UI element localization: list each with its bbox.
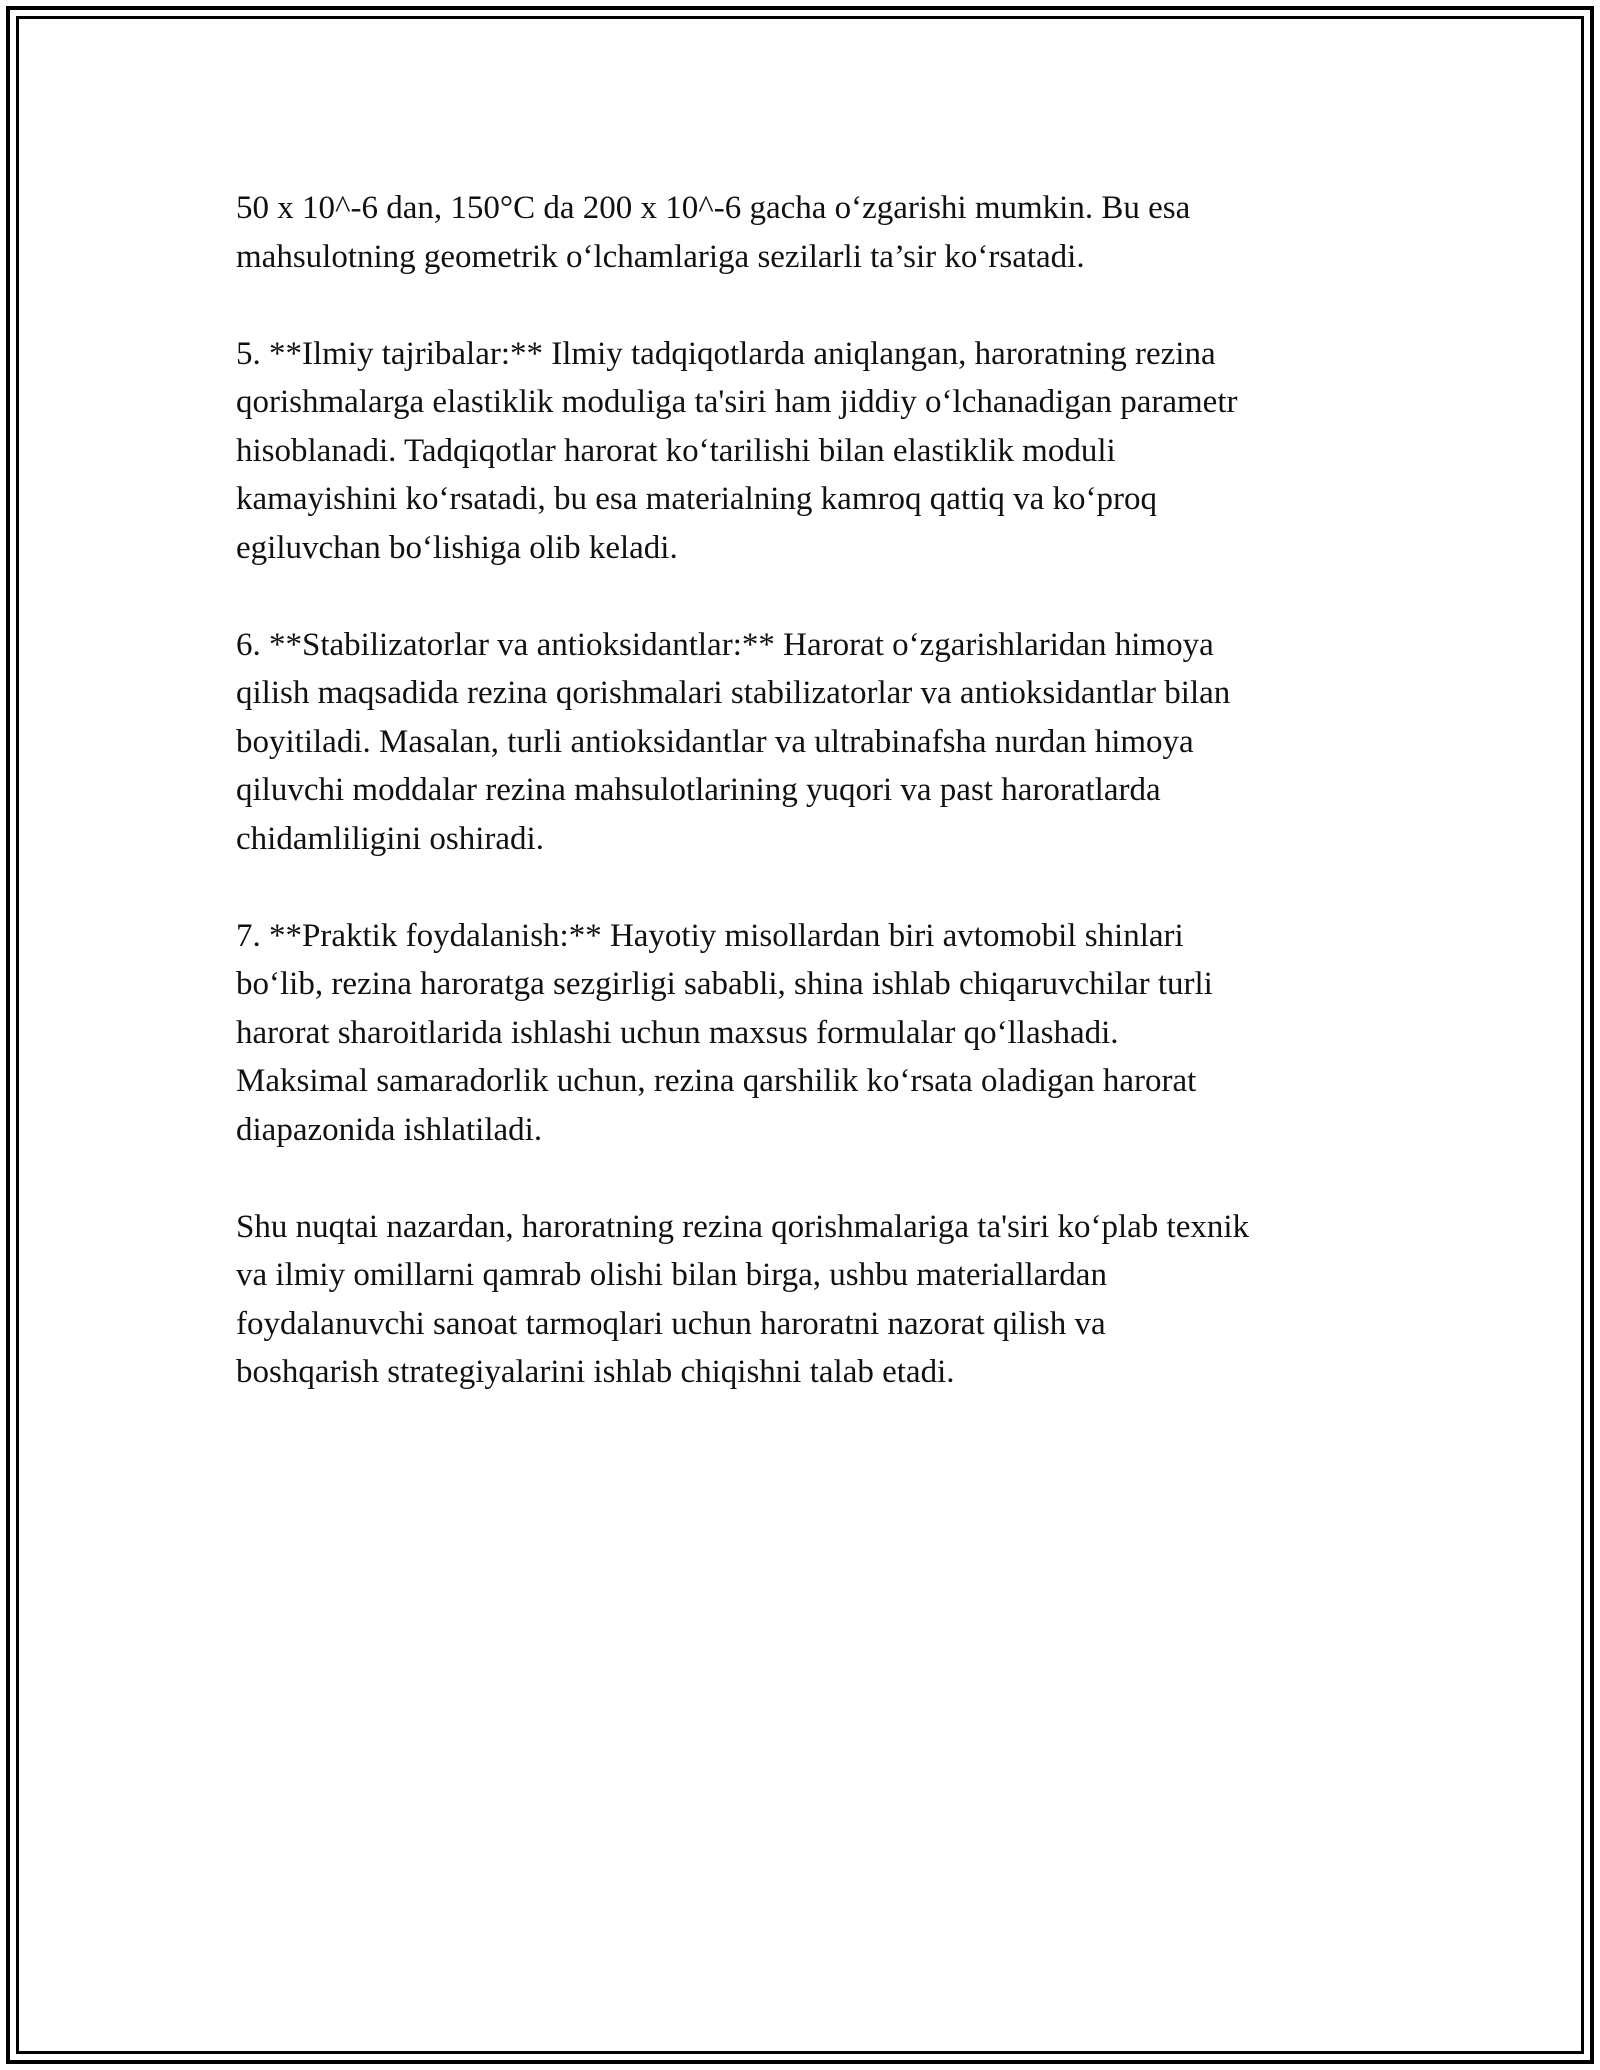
paragraph-thermal-expansion: 50 x 10^-6 dan, 150°C da 200 x 10^-6 gacha o‘zgarishi mumkin. Bu esa mahsulotning geometrik o‘lchamlariga sezilarli ta’sir ko‘rsatadi. [236, 190, 1191, 275]
paragraph-stabilizers-antioxidants: 6. **Stabilizatorlar va antioksidantlar:** Harorat o‘zgarishlaridan himoya qilish maqsadida rezina qorishmalari stabilizatorlar va antioksidantlar bilan boyitiladi. Masalan, turli antioksidantlar va ultrabinafsha nurdan himoya qiluvchi moddalar rezina mahsulotlarining yuqori va past haroratlarda chidamliligini oshiradi. [236, 626, 1231, 857]
paragraph-practical-use: 7. **Praktik foydalanish:** Hayotiy misollardan biri avtomobil shinlari bo‘lib, rezina haroratga sezgirligi sababli, shina ishlab chiqaruvchilar turli harorat sharoitlarida ishlashi uchun maxsus formulalar qo‘llashadi. Maksimal samaradorlik uchun, rezina qarshilik ko‘rsata oladigan harorat diapazonida ishlatiladi. [236, 917, 1213, 1148]
paragraph-conclusion: Shu nuqtai nazardan, haroratning rezina qorishmalariga ta'siri ko‘plab texnik va ilmiy omillarni qamrab olishi bilan birga, ushbu materiallardan foydalanuvchi sanoat tarmoqlari uchun haroratni nazorat qilish va boshqarish strategiyalarini ishlab chiqishni talab etadi. [236, 1208, 1250, 1390]
paragraph-scientific-experiments: 5. **Ilmiy tajribalar:** Ilmiy tadqiqotlarda aniqlangan, haroratning rezina qorishmalarga elastiklik moduliga ta'siri ham jiddiy o‘lchanadigan parametr hisoblanadi. Tadqiqotlar harorat ko‘tarilishi bilan elastiklik moduli kamayishini ko‘rsatadi, bu esa materialning kamroq qattiq va ko‘proq egiluvchan bo‘lishiga olib keladi. [236, 335, 1238, 566]
document-body [236, 184, 1376, 1445]
